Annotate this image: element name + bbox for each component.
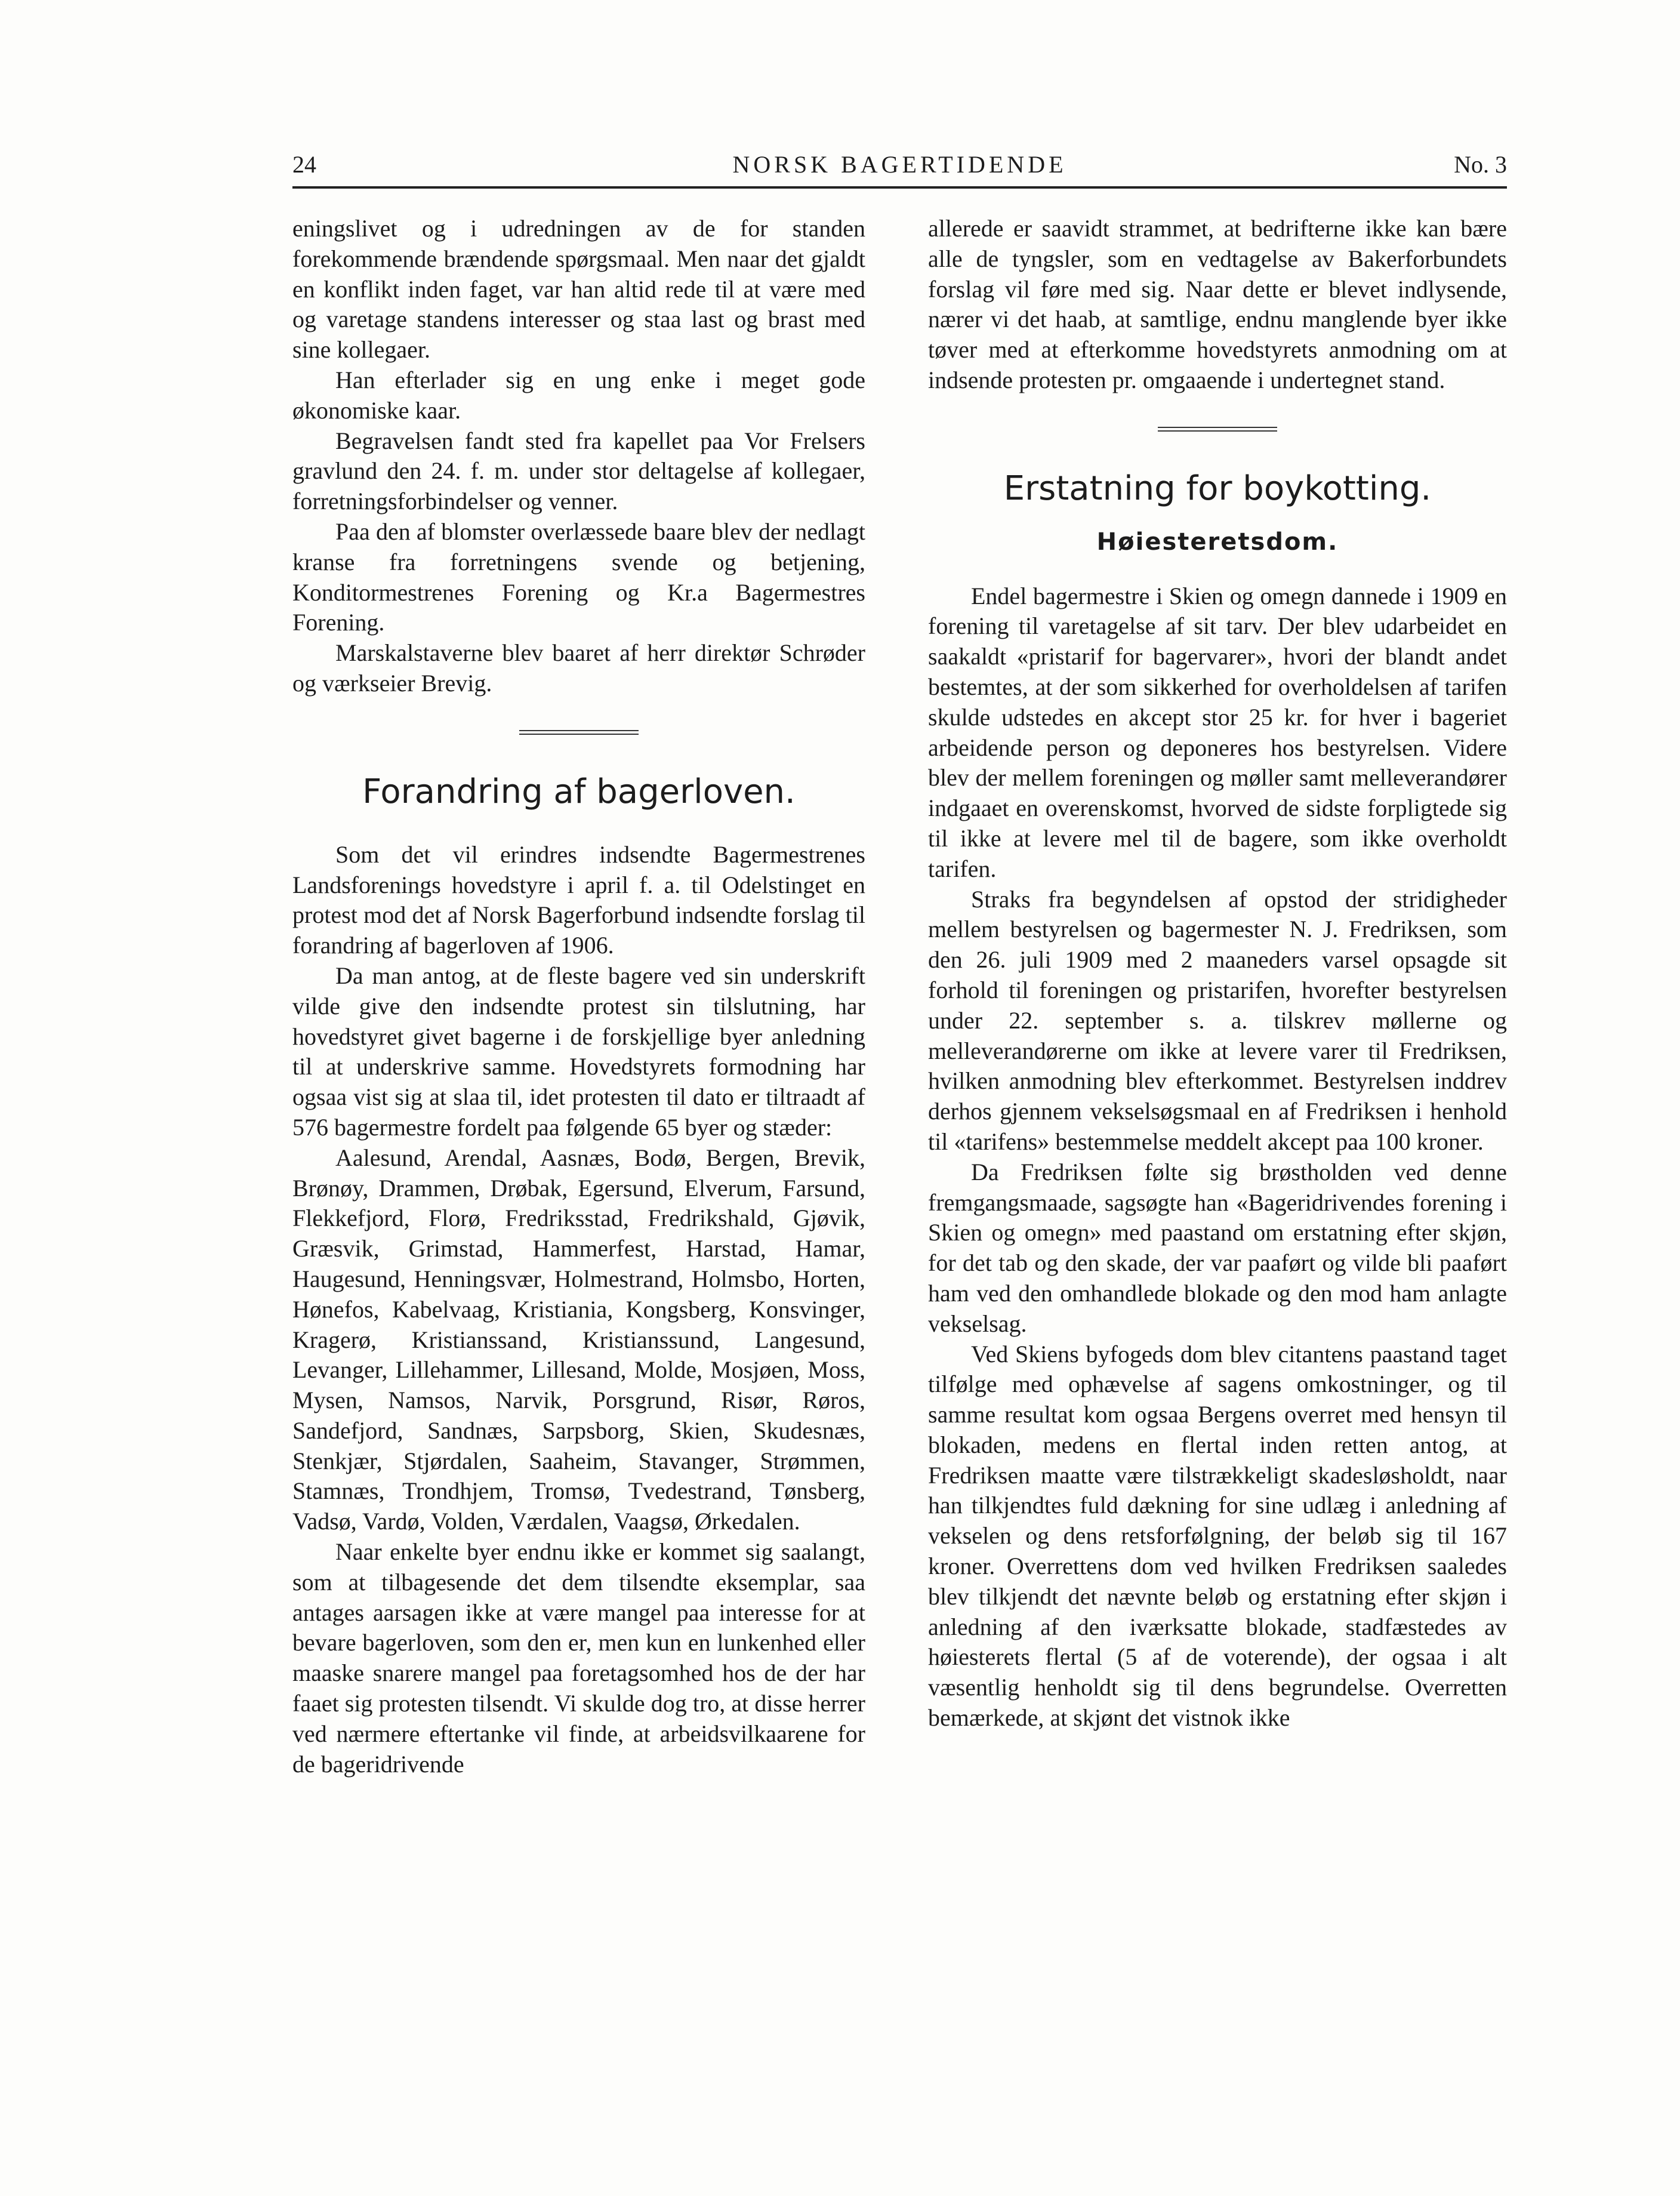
obituary-paragraph: Han efterlader sig en ung enke i meget gode økonomiske kaar. bbox=[292, 366, 865, 424]
article-paragraph: Ved Skiens byfogeds dom blev citantens paastand taget tilfølge med ophævelse af sagens omkostninger, og til samme resultat kom ogsaa Bergens overret med hensyn til blokaden, medens en flertal inden retten antog, at Fredriksen maatte være tilstrækkeligt skadesløsholdt, naar han tilkjendtes fuld dækning for sine udlæg i anledning af vekselen og dens retsforfølgning, der beløb sig til 167 kroner. Overrettens dom ved hvilken Fredriksen saaledes blev tilkjendt det nævnte beløb og erstatning efter skjøn i anledning af den iværksatte blokade, stadfæstedes av høiesterets flertal (5 af de voterende), der ogsaa i alt væsentlig henholdt sig til dens begrundelse. Overretten bemærkede, at skjønt det vistnok ikke bbox=[928, 1340, 1507, 1732]
obituary-paragraph: Paa den af blomster overlæssede baare blev der nedlagt kranse fra forretningens svende og betjening, Konditormestrenes Forening og Kr.a Bagermestres Forening. bbox=[292, 518, 865, 636]
journal-title: NORSK BAGERTIDENDE bbox=[732, 151, 1067, 178]
article-paragraph: Da man antog, at de fleste bagere ved sin underskrift vilde give den indsendte protest sin tilslutning, har hovedstyret givet bagerne i de forskjellige byer anledning til at underskrive samme. Hovedstyrets formodning har ogsaa vist sig at slaa til, idet protesten til dato er tiltraadt af 576 bagermestre fordelt paa følgende 65 byer og stæder: bbox=[292, 962, 865, 1141]
page-number: 24 bbox=[292, 151, 316, 178]
article-subtitle: Høiesteretsdom. bbox=[1096, 528, 1339, 556]
article-title-boykotting: Erstatning for boykotting. bbox=[1003, 469, 1432, 508]
section-divider bbox=[1158, 427, 1277, 432]
article-paragraph: Naar enkelte byer endnu ikke er kommet sig saalangt, som at tilbagesende det dem tilsendte eksemplar, saa antages aarsagen ikke at være mangel paa interesse for at bevare bagerloven, som den er, men kun en lunkenhed eller maaske snarere mangel paa foretagsomhed hos de der har faaet sig protesten tilsendt. Vi skulde dog tro, at disse herrer ved nærmere eftertanke vil finde, at arbeidsvilkaarene for de bageridrivende bbox=[292, 1538, 865, 1778]
obituary-paragraph: Begravelsen fandt sted fra kapellet paa Vor Frelsers gravlund den 24. f. m. under stor deltagelse af kollegaer, forretningsforbindelser og venner. bbox=[292, 427, 865, 515]
article-title-bagerloven: Forandring af bagerloven. bbox=[362, 772, 796, 811]
article-paragraph: Straks fra begyndelsen af opstod der stridigheder mellem bestyrelsen og bagermester N. J. Fredriksen, som den 26. juli 1909 med 2 maaneders varsel opsagde sit forhold til foreningen og pristarifen, hvorefter bestyrelsen under 22. september s. a. tilskrev møllerne og melleverandørerne om ikke at levere varer til Fredriksen, hvilken anmodning blev efterkommet. Bestyrelsen inddrev derhos gjennem vekselsøgsmaal en af Fredriksen i henhold til «tarifens» bestemmelse meddelt akcept paa 100 kroner. bbox=[928, 885, 1507, 1155]
continued-paragraph: allerede er saavidt strammet, at bedrifterne ikke kan bære alle de tyngsler, som en vedtagelse av Bakerforbundets forslag vil føre med sig. Naar dette er blevet indlysende, nærer vi det haab, at samtlige, endnu manglende byer ikke tøver med at efterkomme hovedstyrets anmodning om at indsende protesten pr. omgaaende i undertegnet stand. bbox=[928, 215, 1507, 393]
right-column bbox=[928, 214, 1507, 1733]
town-list: Aalesund, Arendal, Aasnæs, Bodø, Bergen, Brevik, Brønøy, Drammen, Drøbak, Egersund, Elverum, Farsund, Flekkefjord, Florø, Fredriksstad, Fredrikshald, Gjøvik, Græsvik, Grimstad, Hammerfest, Harstad, Hamar, Haugesund, Henningsvær, Holmestrand, Holmsbo, Horten, Hønefos, Kabelvaag, Kristiania, Kongsberg, Konsvinger, Kragerø, Kristianssand, Kristianssund, Langesund, Levanger, Lillehammer, Lillesand, Molde, Mosjøen, Moss, Mysen, Namsos, Narvik, Porsgrund, Risør, Røros, Sandefjord, Sandnæs, Sarpsborg, Skien, Skudesnæs, Stenkjær, Stjørdalen, Saaheim, Stavanger, Strømmen, Stamnæs, Trondhjem, Tromsø, Tvedestrand, Tønsberg, Vadsø, Vardø, Volden, Værdalen, Vaagsø, Ørkedalen. bbox=[292, 1144, 865, 1535]
article-paragraph: Som det vil erindres indsendte Bagermestrenes Landsforenings hovedstyre i april f. a. til Odelstinget en protest mod det af Norsk Bagerforbund indsendte forslag til forandring af bagerloven af 1906. bbox=[292, 840, 865, 959]
article-paragraph: Endel bagermestre i Skien og omegn dannede i 1909 en forening til varetagelse af sit tarv. Der blev udarbeidet en saakaldt «pristarif for bagervarer», hvori der blandt andet bestemtes, at der som sikkerhed for overholdelsen af tarifen skulde udstedes en akcept stor 25 kr. for hver i bageriet arbeidende person og deponeres hos bestyrelsen. Videre blev der mellem foreningen og møller samt melleverandører indgaaet en overenskomst, hvorved de sidste forpligtede sig til ikke at levere mel til de bagere, som ikke overholdt tarifen. bbox=[928, 582, 1507, 882]
section-divider bbox=[519, 730, 639, 735]
left-column bbox=[292, 214, 865, 1779]
page-header bbox=[292, 150, 1507, 189]
obituary-paragraph: Marskalstaverne blev baaret af herr direktør Schrøder og værkseier Brevig. bbox=[292, 639, 865, 697]
article-paragraph: Da Fredriksen følte sig brøstholden ved denne fremgangsmaade, sagsøgte han «Bageridrivendes forening i Skien og omegn» med paastand om erstatning efter skjøn, for det tab og den skade, der var paaført og vilde bli paaført ham ved den omhandlede blokade og den mod ham anlagte vekselsag. bbox=[928, 1158, 1507, 1337]
obituary-paragraph: eningslivet og i udredningen av de for standen forekommende brændende spørgsmaal. Men naar det gjaldt en konflikt inden faget, var han altid rede til at være med og varetage standens interesser og staa last og brast med sine kollegaer. bbox=[292, 215, 865, 364]
issue-number: No. 3 bbox=[1454, 151, 1507, 178]
